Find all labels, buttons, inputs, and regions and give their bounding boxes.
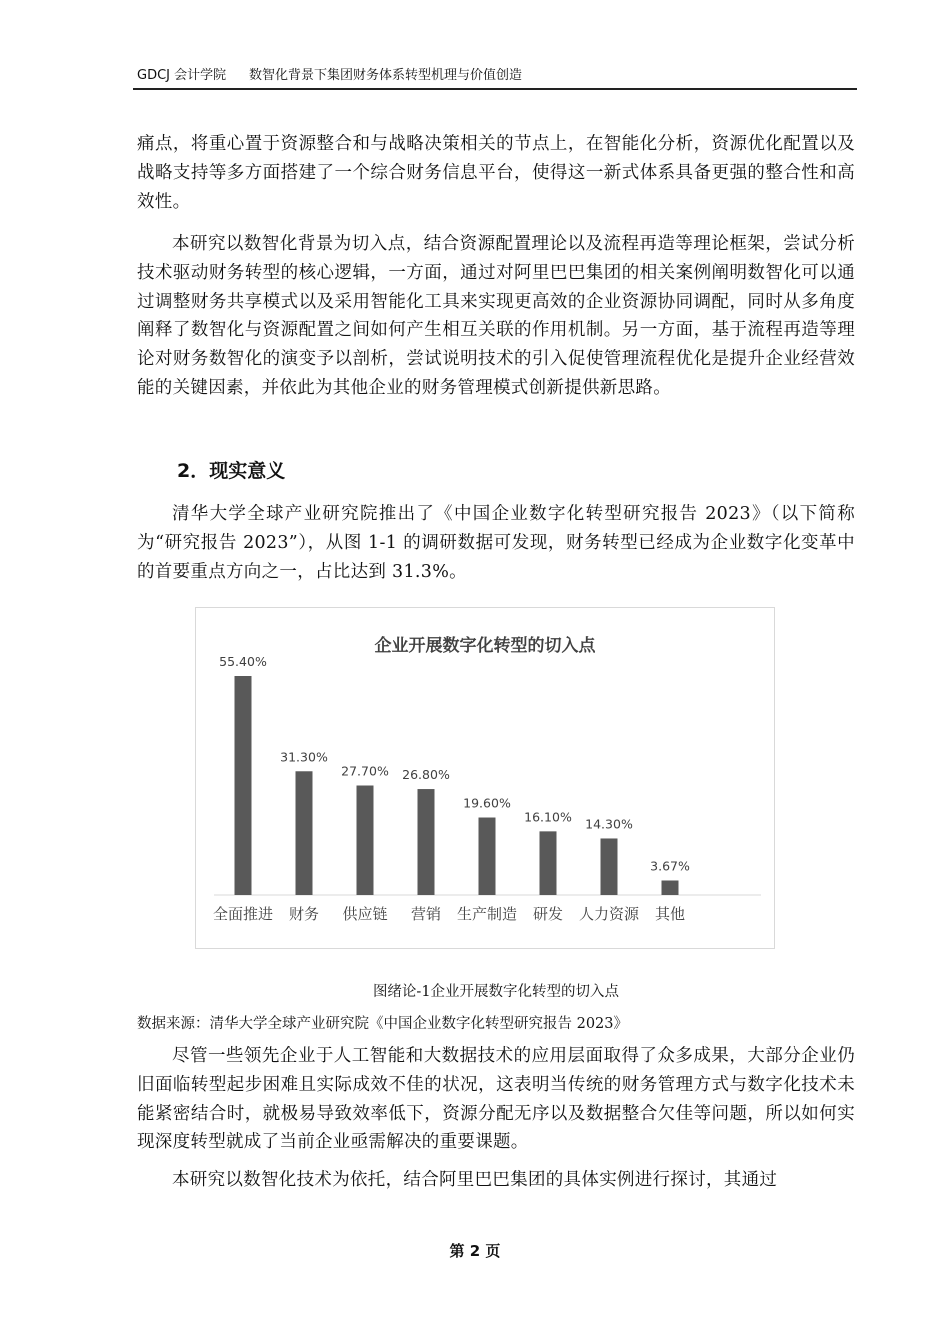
bar-1 xyxy=(235,676,252,895)
category-label-3: 供应链 xyxy=(342,905,388,923)
paragraph-3: 清华大学全球产业研究院推出了《中国企业数字化转型研究报告 2023》（以下简称为“研究报告 2023”），从图 1-1 的调研数据可发现，财务转型已经成为企业数字化变革中的首要重点方向之一，占比达到 31.3%。 xyxy=(137,504,855,582)
data-label-2: 31.30% xyxy=(280,749,328,765)
bar-4 xyxy=(418,789,435,895)
header-school: GDCJ 会计学院 xyxy=(137,68,227,83)
figure-source: 数据来源：清华大学全球产业研究院《中国企业数字化转型研究报告 2023》 xyxy=(137,1016,629,1032)
data-label-3: 27.70% xyxy=(341,763,389,779)
data-label-6: 16.10% xyxy=(524,809,572,825)
bar-2 xyxy=(296,771,313,895)
category-label-8: 其他 xyxy=(654,905,686,923)
bar-3 xyxy=(357,786,374,896)
chart-title: 企业开展数字化转型的切入点 xyxy=(374,636,596,656)
section-heading: 2．现实意义 xyxy=(177,460,286,482)
data-label-7: 14.30% xyxy=(585,816,633,832)
category-label-6: 研发 xyxy=(532,905,564,923)
data-label-4: 26.80% xyxy=(402,767,450,783)
header-thesis-title: 数智化背景下集团财务体系转型机理与价值创造 xyxy=(249,68,523,83)
bar-8 xyxy=(662,880,679,895)
data-label-8: 3.67% xyxy=(650,858,690,874)
data-label-1: 55.40% xyxy=(219,654,267,669)
paragraph-4: 尽管一些领先企业于人工智能和大数据技术的应用层面取得了众多成果，大部分企业仍旧面临转型起步困难且实际成效不佳的状况，这表明当传统的财务管理方式与数字化技术未能紧密结合时，就极易导致效率低下，资源分配无序以及数据整合欠佳等问题，所以如何实现深度转型就成了当前企业亟需解决的重要课题。 xyxy=(137,1046,855,1153)
paragraph-2: 本研究以数智化背景为切入点，结合资源配置理论以及流程再造等理论框架，尝试分析技术驱动财务转型的核心逻辑，一方面，通过对阿里巴巴集团的相关案例阐明数智化可以通过调整财务共享模式以及采用智能化工具来实现更高效的企业资源协同调配，同时从多角度阐释了数智化与资源配置之间如何产生相互关联的作用机制。另一方面，基于流程再造等理论对财务数智化的演变予以剖析，尝试说明技术的引入促使管理流程优化是提升企业经营效能的关键因素，并依此为其他企业的财务管理模式创新提供新思路。 xyxy=(137,234,855,398)
category-label-7: 人力资源 xyxy=(578,905,640,923)
paragraph-5: 本研究以数智化技术为依托，结合阿里巴巴集团的具体实例进行探讨，其通过 xyxy=(172,1170,778,1190)
bar-chart xyxy=(195,607,775,949)
category-label-4: 营销 xyxy=(410,905,442,923)
paragraph-1: 痛点，将重心置于资源整合和与战略决策相关的节点上，在智能化分析，资源优化配置以及战略支持等多方面搭建了一个综合财务信息平台，使得这一新式体系具备更强的整合性和高效性。 xyxy=(137,134,855,212)
page-header xyxy=(133,64,857,90)
bar-7 xyxy=(601,838,618,895)
bar-6 xyxy=(540,831,557,895)
page-number: 第 2 页 xyxy=(449,1242,501,1260)
figure-caption: 图绪论-1企业开展数字化转型的切入点 xyxy=(372,984,620,1000)
bar-5 xyxy=(479,818,496,895)
category-label-1: 全面推进 xyxy=(212,905,274,923)
category-label-2: 财务 xyxy=(288,905,320,923)
category-label-5: 生产制造 xyxy=(456,905,518,923)
data-label-5: 19.60% xyxy=(463,795,511,811)
chart-svg xyxy=(196,608,774,948)
